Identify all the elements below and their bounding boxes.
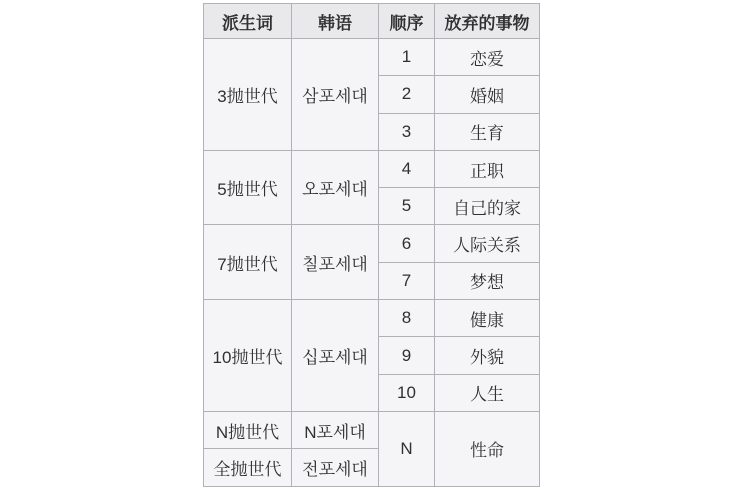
cell-abandoned-thing: 恋爱 xyxy=(435,39,540,76)
cell-abandoned-thing: 健康 xyxy=(435,300,540,337)
cell-order-number: 7 xyxy=(379,262,435,299)
cell-order-number: 9 xyxy=(379,337,435,374)
cell-abandoned-thing: 人际关系 xyxy=(435,225,540,262)
cell-derived-word: 7抛世代 xyxy=(204,225,292,300)
header-abandoned-things: 放弃的事物 xyxy=(435,4,540,39)
cell-order-number: 10 xyxy=(379,374,435,411)
table-row xyxy=(204,411,540,448)
cell-abandoned-thing: 婚姻 xyxy=(435,76,540,113)
table-row xyxy=(204,39,540,76)
table-row xyxy=(204,300,540,337)
cell-order-number: 4 xyxy=(379,150,435,187)
cell-derived-word: 5抛世代 xyxy=(204,150,292,225)
cell-korean: 전포세대 xyxy=(292,449,379,486)
npo-generation-table xyxy=(203,3,540,487)
header-row xyxy=(204,4,540,39)
cell-derived-word: 3抛世代 xyxy=(204,39,292,151)
cell-order-number: N xyxy=(379,411,435,486)
cell-korean: N포세대 xyxy=(292,411,379,448)
cell-order-number: 5 xyxy=(379,188,435,225)
cell-order-number: 3 xyxy=(379,113,435,150)
cell-abandoned-thing: 梦想 xyxy=(435,262,540,299)
cell-order-number: 1 xyxy=(379,39,435,76)
header-derived-word: 派生词 xyxy=(204,4,292,39)
cell-abandoned-thing: 外貌 xyxy=(435,337,540,374)
header-order: 顺序 xyxy=(379,4,435,39)
cell-korean: 삼포세대 xyxy=(292,39,379,151)
cell-abandoned-thing: 人生 xyxy=(435,374,540,411)
cell-abandoned-thing: 性命 xyxy=(435,411,540,486)
cell-derived-word: N抛世代 xyxy=(204,411,292,448)
cell-korean: 칠포세대 xyxy=(292,225,379,300)
npo-generation-table-wrap xyxy=(203,3,540,487)
cell-order-number: 2 xyxy=(379,76,435,113)
table-row xyxy=(204,225,540,262)
cell-korean: 십포세대 xyxy=(292,300,379,412)
cell-abandoned-thing: 正职 xyxy=(435,150,540,187)
cell-korean: 오포세대 xyxy=(292,150,379,225)
cell-order-number: 8 xyxy=(379,300,435,337)
cell-derived-word: 10抛世代 xyxy=(204,300,292,412)
table-row xyxy=(204,150,540,187)
header-korean: 韩语 xyxy=(292,4,379,39)
cell-abandoned-thing: 生育 xyxy=(435,113,540,150)
cell-derived-word: 全抛世代 xyxy=(204,449,292,486)
cell-order-number: 6 xyxy=(379,225,435,262)
cell-abandoned-thing: 自己的家 xyxy=(435,188,540,225)
